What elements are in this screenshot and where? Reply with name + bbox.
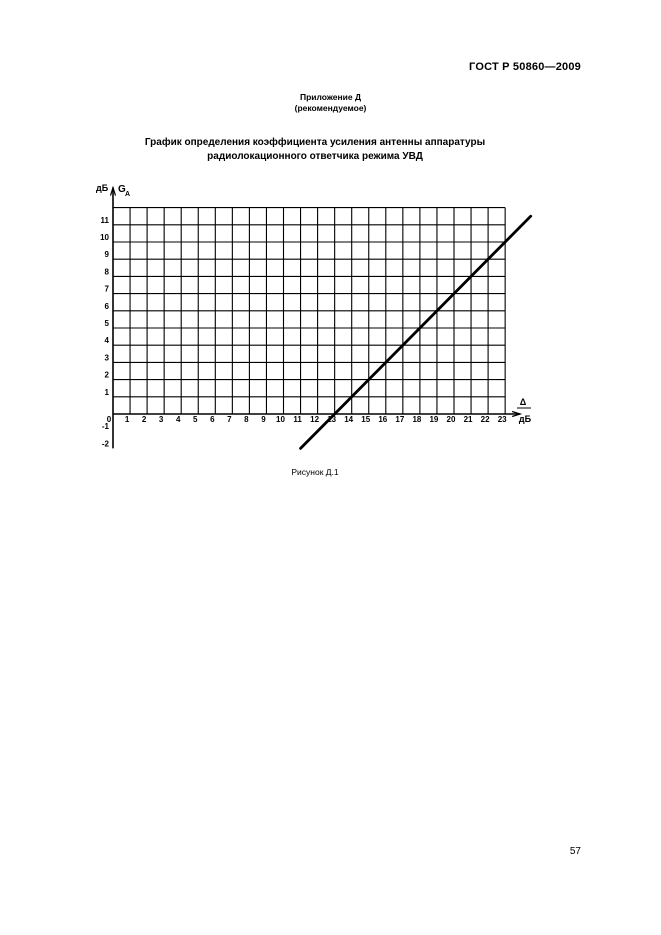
chart-grid — [113, 208, 505, 414]
x-tick-label: 20 — [446, 415, 456, 424]
appendix-title: Приложение Д — [299, 92, 362, 102]
y-tick-label: 1 — [104, 387, 109, 397]
x-tick-label: 14 — [344, 415, 354, 424]
y-tick-label: -1 — [101, 422, 109, 432]
y-tick-label: 9 — [104, 250, 109, 260]
x-axis-label-bottom: дБ — [518, 414, 532, 424]
x-tick-label: 11 — [293, 415, 302, 424]
x-tick-label: 12 — [310, 415, 320, 424]
x-tick-label: 0 — [106, 415, 112, 424]
graph-title-line-2: радиолокационного ответчика режима УВД — [207, 150, 423, 162]
y-tick-label: 4 — [104, 336, 109, 346]
graph-title — [0, 136, 630, 163]
x-tick-label: 8 — [244, 415, 249, 424]
appendix-heading — [0, 92, 661, 114]
x-tick-label: 3 — [158, 415, 164, 424]
x-axis-label-top: Δ — [519, 397, 527, 407]
x-tick-label: 22 — [480, 415, 490, 424]
x-tick-label: 4 — [175, 415, 181, 424]
y-tick-label: 6 — [104, 301, 109, 311]
x-tick-label: 15 — [361, 415, 371, 424]
x-tick-label: 19 — [429, 415, 439, 424]
x-tick-label: 21 — [463, 415, 473, 424]
y-tick-label: 5 — [104, 319, 109, 328]
y-tick-label: 10 — [100, 233, 109, 242]
chart-axes — [111, 188, 521, 449]
graph-title-line-1: График определения коэффициента усиления антенны аппаратуры — [144, 137, 486, 148]
appendix-status: (рекомендуемое) — [294, 103, 367, 113]
y-tick-label: 2 — [104, 370, 109, 380]
x-tick-label: 2 — [141, 415, 147, 424]
y-tick-label: 7 — [104, 284, 109, 294]
x-tick-label: 16 — [378, 415, 388, 424]
y-tick-label: 11 — [100, 215, 109, 225]
page-number: 57 — [569, 846, 581, 857]
y-axis-symbol-label: G — [118, 184, 126, 195]
x-tick-label: 18 — [412, 415, 422, 424]
x-tick-label: 9 — [261, 415, 266, 424]
y-axis-unit-label: дБ — [96, 183, 109, 193]
y-tick-label: 8 — [104, 267, 109, 277]
x-tick-label: 1 — [124, 415, 130, 424]
y-tick-label: -2 — [101, 439, 109, 449]
x-tick-label: 10 — [276, 415, 285, 424]
gain-chart — [0, 170, 560, 465]
chart-axis-labels — [96, 183, 532, 424]
y-axis-subscript-label: A — [125, 191, 131, 198]
figure-caption: Рисунок Д.1 — [291, 467, 339, 477]
x-tick-label: 7 — [227, 415, 232, 424]
x-tick-label: 23 — [497, 415, 507, 424]
x-tick-label: 13 — [327, 415, 337, 424]
x-tick-label: 17 — [395, 415, 405, 424]
document-code: ГОСТ Р 50860—2009 — [469, 61, 581, 73]
x-tick-label: 6 — [210, 415, 215, 424]
y-tick-label: 3 — [104, 353, 109, 363]
x-tick-label: 5 — [193, 415, 198, 424]
